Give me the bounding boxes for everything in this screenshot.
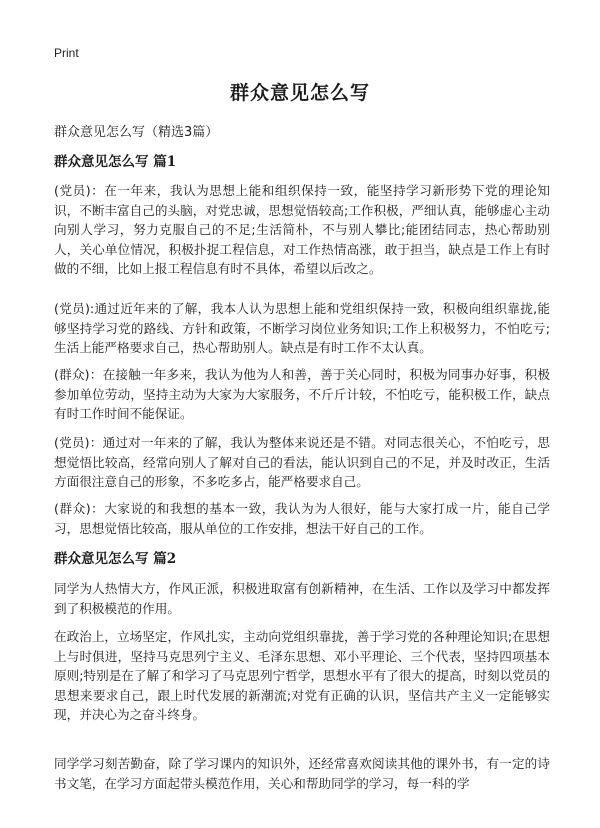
page-title: 群众意见怎么写 bbox=[229, 82, 370, 104]
paragraph-2-2: 在政治上，立场坚定，作风扎实，主动向党组织靠拢，善于学习党的各种理论知识;在思想上与时俱进，坚持马克思列宁主义、毛泽东思想、邓小平理论、三个代表，坚持四项基本原则;特别是在了解了和学习了马克思列宁哲学，思想水平有了很大的提高，时刻以党员的思想来要求自己，跟上时代发展的新潮流;对党有正确的认识，坚信共产主义一定能够实现，并决心为之奋斗终身。 bbox=[54, 629, 550, 723]
paragraph-1-2: (党员):通过近年来的了解，我本人认为思想上能和党组织保持一致，积极向组织靠拢,能够坚持学习党的路线、方针和政策，不断学习岗位业务知识;工作上积极努力，不怕吃亏;生活上能严格要求自己，热心帮助别人。缺点是有时工作不太认真。 bbox=[54, 301, 550, 356]
print-link[interactable]: Print bbox=[54, 46, 79, 60]
paragraph-1-3: (群众)：在接触一年多来，我认为他为人和善，善于关心同时，积极为同事办好事，积极参加单位劳动，坚持主动为大家为大家服务，不斤斤计较，不怕吃亏，能积极工作，缺点有时工作时间不能保证。 bbox=[54, 367, 550, 422]
paragraph-1-1: (党员)：在一年来，我认为思想上能和组织保持一致，能坚持学习新形势下党的理论知识，不断丰富自己的头脑，对党忠诚，思想觉悟较高;工作积极，严细认真，能够虚心主动向别人学习，努力克服自己的不足;生活简朴，不与别人攀比;能团结同志，热心帮助别人，关心单位情况，积极扑捉工程信息，对工作热情高涨，敢于担当，缺点是工作上有时做的不细，比如上报工程信息有时不具体，希望以后改之。 bbox=[54, 183, 550, 277]
paragraph-1-4: (党员)：通过对一年来的了解，我认为整体来说还是不错。对同志很关心，不怕吃亏，思想觉悟比较高，经常向别人了解对自己的看法，能认识到自己的不足，并及时改正，生活方面很注意自己的形象，不多吃多占，能严格要求自己。 bbox=[54, 435, 550, 490]
paragraph-2-3: 同学学习刻苦勤奋，除了学习课内的知识外，还经常喜欢阅读其他的课外书，有一定的诗书文笔，在学习方面起带头模范作用，关心和帮助同学的学习，每一科的学 bbox=[54, 756, 550, 791]
section-heading-1: 群众意见怎么写 篇1 bbox=[54, 154, 177, 170]
document-subtitle: 群众意见怎么写（精选3篇） bbox=[54, 125, 219, 140]
paragraph-1-5: (群众)：大家说的和我想的基本一致，我认为为人很好，能与大家打成一片，能自己学习，思想觉悟比较高，服从单位的工作安排，想法干好自己的工作。 bbox=[54, 501, 550, 536]
section-heading-2: 群众意见怎么写 篇2 bbox=[54, 551, 177, 567]
paragraph-2-1: 同学为人热情大方，作风正派，积极进取富有创新精神，在生活、工作以及学习中都发挥到了积极模范的作用。 bbox=[54, 581, 550, 616]
